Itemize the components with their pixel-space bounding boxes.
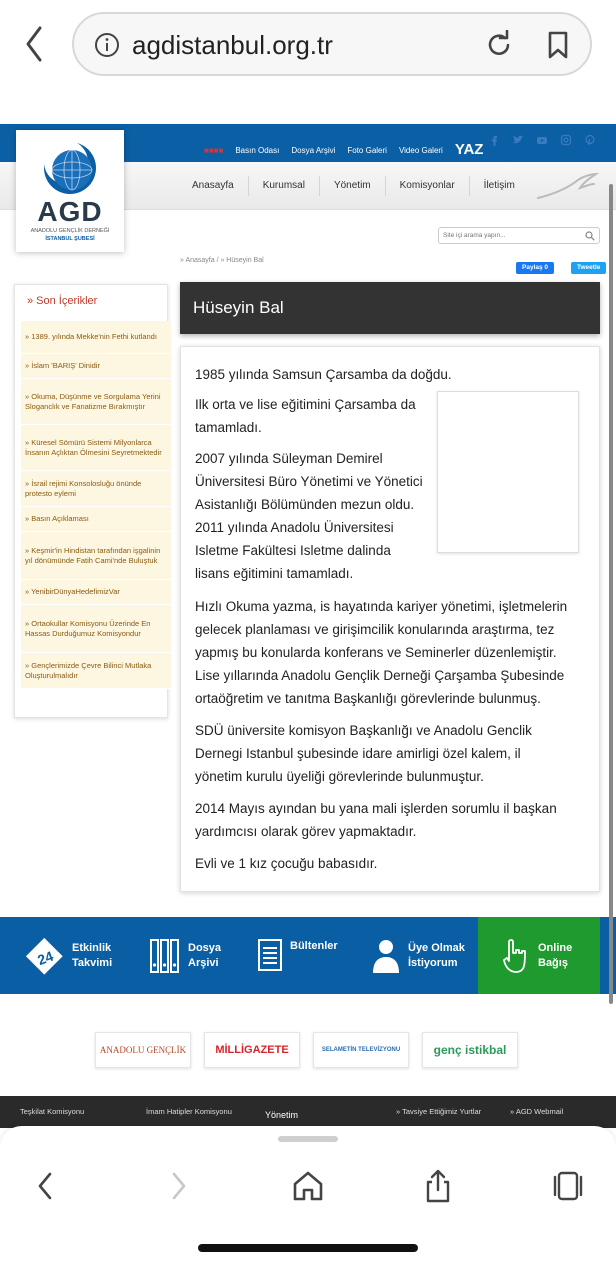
logo-subtitle: ANADOLU GENÇLİK DERNEĞİ (30, 228, 110, 234)
partner-milligazete[interactable] (204, 1032, 300, 1068)
search-icon[interactable] (585, 231, 595, 241)
web-page (0, 88, 616, 1128)
tabs-icon[interactable] (550, 1168, 586, 1204)
article-body (180, 346, 600, 892)
text-line: Hızlı Okuma yazma, is hayatında kariyer yönetimi, işletmelerin (195, 599, 568, 614)
text-line: SDÜ üniversite komisyon Başkanlığı ve Anadolu Genclik (195, 723, 532, 738)
paragraph-birth (195, 363, 452, 386)
sidebar-item[interactable]: » Basın Açıklaması (21, 507, 171, 532)
sidebar-item[interactable]: » Gençlerimizde Çevre Bilinci Mutlaka Oluşturulmalıdır (21, 653, 171, 689)
share-icon[interactable] (420, 1168, 456, 1204)
nav-iletisim[interactable]: İletişim (483, 180, 515, 191)
bultenler-link[interactable] (258, 917, 338, 994)
text-line: yapmış bu konularda konferans ve Seminerler düzenlemiştir. (195, 645, 557, 660)
breadcrumb[interactable]: » Anasayfa / » Hüseyin Bal (180, 257, 264, 264)
url-text[interactable]: agdistanbul.org.tr (132, 30, 333, 60)
paragraph-education (195, 447, 423, 585)
main-nav (178, 176, 529, 196)
text-line: Asistanlığı Bölümünden mezun oldu. (195, 497, 415, 512)
person-icon (372, 938, 400, 974)
svg-text:24: 24 (35, 947, 56, 968)
bar-label-line: Üye Olmak (408, 941, 465, 954)
top-link-dosya-arsivi[interactable]: Dosya Arşivi (291, 145, 336, 155)
bar-label-line: Etkinlik (72, 941, 112, 954)
bar-label (538, 941, 572, 971)
sidebar-recent (14, 284, 168, 718)
text-line: 2007 yılında Süleyman Demirel (195, 451, 383, 466)
browser-back-icon[interactable] (18, 22, 54, 66)
top-links (204, 141, 495, 158)
partner-genc-istikbal[interactable] (422, 1032, 518, 1068)
bar-label (188, 941, 221, 971)
text-line: yardımcısı olarak görev yapmaktadır. (195, 824, 417, 839)
sidebar-item[interactable]: » 1389. yılında Mekke'nin Fethi kutlandı (21, 321, 171, 354)
bar-label-line: Online (538, 941, 573, 954)
browser-bottom-toolbar (0, 1126, 616, 1267)
footer-link-imam-hatip[interactable]: İmam Hatipler Komisyonu (146, 1107, 232, 1116)
text-line: gelecek planlaması ve girişimcilik konularında araştırma, tez (195, 622, 555, 637)
footer-link-yurtlar[interactable]: » Tavsiye Ettiğimiz Yurtlar (396, 1107, 482, 1116)
text-line: lisans eğitimini tamamladı. (195, 566, 354, 581)
bar-label-line: İstiyorum (408, 956, 458, 969)
top-link-video-galeri[interactable]: Video Galeri (398, 145, 443, 155)
facebook-share-button[interactable]: Paylaş 0 (516, 262, 554, 274)
footer-link-teskilat[interactable]: Teşkilat Komisyonu (20, 1107, 85, 1116)
bar-label-line: Dosya (188, 941, 222, 954)
paragraph-duties (195, 719, 532, 788)
text-line: 2011 yılında Anadolu Üniversitesi (195, 520, 394, 535)
top-link-highlight[interactable]: ■■■■ (204, 145, 224, 155)
twitter-icon[interactable] (512, 134, 524, 146)
text-line: ortaöğretim ve tanıtma Başkanlığı görevlerinde bulunmuş. (195, 691, 541, 706)
text-line: Lise yıllarında Anadolu Gençlik Derneği Çarşamba Şubesinde (195, 668, 565, 683)
partner-selametin-tv[interactable] (313, 1032, 409, 1068)
url-bar[interactable] (72, 12, 592, 76)
profile-photo (437, 391, 579, 553)
facebook-icon[interactable] (488, 134, 500, 146)
nav-yonetim[interactable]: Yönetim (320, 176, 386, 196)
bar-label (408, 941, 465, 971)
top-link-basin-odasi[interactable]: Basın Odası (235, 145, 280, 155)
bookmark-icon[interactable] (544, 30, 572, 60)
social-icons (488, 134, 608, 146)
search-box (438, 227, 600, 244)
sheet-handle[interactable] (278, 1136, 338, 1142)
sidebar-item[interactable]: » Keşmir'in Hindistan tarafından işgalinin yıl dönümünde Fatih Cami'nde Buluştuk (21, 532, 171, 580)
site-logo[interactable] (16, 130, 124, 252)
hand-pointer-icon (502, 938, 530, 974)
search-input[interactable] (443, 229, 578, 242)
yaz-badge[interactable]: YAZ (454, 141, 484, 158)
sidebar-item[interactable]: » Ortaokullar Komisyonu Üzerinde En Hassas Durduğumuz Komisyondur (21, 605, 171, 653)
paragraph-current (195, 797, 557, 843)
reload-icon[interactable] (484, 30, 514, 60)
pinterest-icon[interactable] (584, 134, 596, 146)
top-link-foto-galeri[interactable]: Foto Galeri (347, 145, 387, 155)
tweet-button[interactable]: Tweetle (571, 262, 606, 274)
text-line: tamamladı. (195, 420, 262, 435)
bar-label (72, 941, 112, 971)
sidebar-list (21, 321, 171, 689)
uye-olmak-link[interactable] (372, 917, 465, 994)
etkinlik-takvimi-link[interactable] (24, 917, 112, 994)
sidebar-item[interactable]: » Okuma, Düşünme ve Sorgulama Yerini Sloganclık ve Fanatizme Bırakmıştır (21, 379, 171, 425)
partner-text: SELAMETİN TELEVİZYONU (321, 1047, 401, 1053)
nav-forward-icon[interactable] (160, 1168, 196, 1204)
calendar-24-icon (24, 936, 64, 976)
text-line: Üniversitesi Büro Yönetimi ve Yönetici (195, 474, 423, 489)
browser-toolbar (0, 0, 616, 88)
paragraph-school (195, 393, 416, 439)
bar-label-line: Bağış (538, 956, 568, 969)
calligraphy-ornament-icon (534, 168, 600, 204)
text-line: Isletme Fakültesi Isletme dalinda (195, 543, 391, 558)
partner-logos (95, 1032, 531, 1068)
bar-label (290, 939, 338, 954)
nav-kurumsal[interactable]: Kurumsal (249, 176, 320, 196)
text-line: 2014 Mayıs ayından bu yana mali işlerden sorumlu il başkan (195, 801, 557, 816)
sidebar-item[interactable]: » İsrail rejimi Konsolosluğu önünde protesto eylemi (21, 471, 171, 507)
article-header (180, 282, 600, 334)
bar-label-line: Arşivi (188, 956, 219, 969)
partner-anadolu-genclik[interactable] (95, 1032, 191, 1068)
sidebar-item[interactable]: » Küresel Sömürü Sistemi Milyonlarca İnsanın Açlıktan Ölmesini Seyretmektedir (21, 425, 171, 471)
logo-text: AGD (37, 196, 103, 227)
paragraph-career (195, 595, 567, 710)
instagram-icon[interactable] (560, 134, 572, 146)
archive-binders-icon (150, 939, 180, 973)
home-indicator (198, 1244, 418, 1252)
nav-komisyonlar[interactable]: Komisyonlar (386, 176, 470, 196)
footer-bar (0, 1096, 616, 1128)
sidebar-item[interactable]: » İslam 'BARIŞ' Dinidir (21, 354, 171, 379)
online-bagis-link[interactable] (502, 917, 572, 994)
nav-back-icon[interactable] (28, 1168, 64, 1204)
partner-text: ANADOLU GENÇLİK (99, 1045, 187, 1055)
text-line: 1985 yılında Samsun Çarsamba da doğdu. (195, 367, 452, 382)
home-icon[interactable] (290, 1168, 326, 1204)
page-scrollbar[interactable] (609, 184, 613, 1004)
youtube-icon[interactable] (536, 134, 548, 146)
paragraph-family (195, 852, 377, 875)
sidebar-item[interactable]: » YenibirDünyaHedefimizVar (21, 580, 171, 605)
logo-branch: İSTANBUL ŞUBESİ (45, 236, 95, 242)
text-line: Dernegi Istanbul şubesinde idare amirligi özel kalem, il (195, 746, 521, 761)
text-line: Evli ve 1 kız çocuğu babasıdır. (195, 856, 378, 871)
text-line: yönetim kurulu üyeliği görevlerinde bulunmuştur. (195, 769, 484, 784)
article-title: Hüseyin Bal (193, 298, 284, 317)
partner-text: MİLLİGAZETE (215, 1044, 289, 1056)
footer-link-webmail[interactable]: » AGD Webmail (510, 1107, 564, 1116)
sidebar-title: » Son İçerikler (27, 295, 98, 307)
bar-label-line: Takvimi (72, 956, 113, 969)
bar-label-line: Bültenler (290, 940, 338, 952)
dosya-arsivi-link[interactable] (150, 917, 221, 994)
partner-text: genç istikbal (433, 1043, 507, 1057)
footer-link-yonetim[interactable]: Yönetim (265, 1110, 299, 1120)
document-icon (258, 939, 282, 971)
info-icon[interactable] (94, 32, 120, 58)
globe-logo-icon (42, 140, 98, 196)
nav-anasayfa[interactable]: Anasayfa (178, 176, 249, 196)
text-line: Ilk orta ve lise eğitimini Çarsamba da (195, 397, 416, 412)
